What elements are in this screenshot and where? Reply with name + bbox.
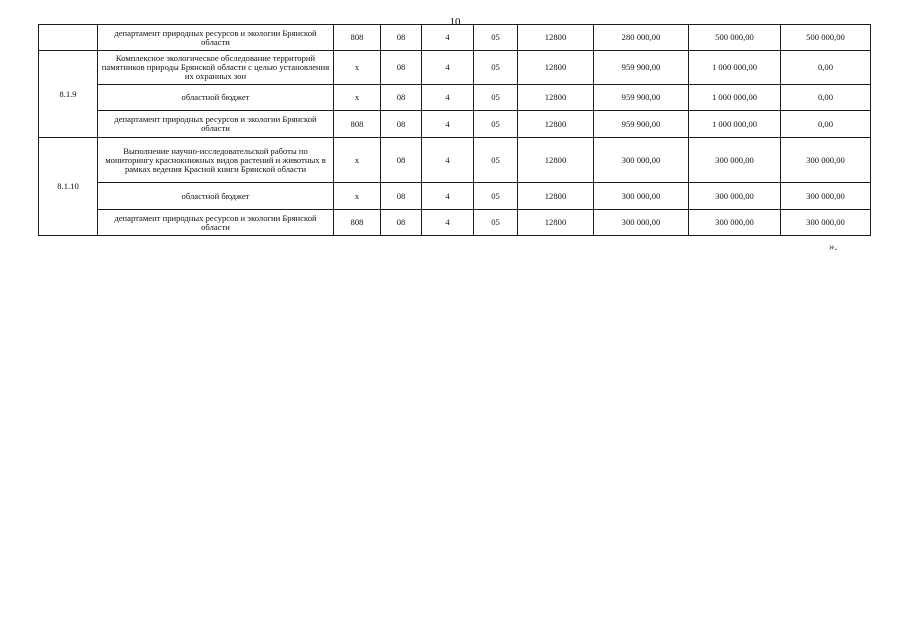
amount-cell: 300 000,00	[689, 183, 781, 210]
amount-cell: 300 000,00	[781, 210, 871, 236]
item-code-cell: 8.1.9	[39, 51, 98, 138]
table-row	[39, 25, 871, 51]
direction-cell: 12800	[518, 25, 594, 51]
grbs-cell: 808	[334, 210, 381, 236]
item-code-cell: 8.1.10	[39, 138, 98, 236]
amount-cell: 1 000 000,00	[689, 51, 781, 85]
amount-cell: 300 000,00	[781, 138, 871, 183]
description-cell: департамент природных ресурсов и экологии Брянской области	[98, 210, 334, 236]
table-row	[39, 111, 871, 138]
direction-cell: 12800	[518, 210, 594, 236]
amount-cell: 0,00	[781, 85, 871, 111]
amount-cell: 300 000,00	[594, 210, 689, 236]
program-cell: 05	[474, 25, 518, 51]
program-cell: 05	[474, 111, 518, 138]
amount-cell: 959 900,00	[594, 85, 689, 111]
direction-cell: 12800	[518, 183, 594, 210]
amount-cell: 1 000 000,00	[689, 85, 781, 111]
amount-cell: 500 000,00	[781, 25, 871, 51]
section-cell: 08	[381, 111, 422, 138]
grbs-cell: х	[334, 51, 381, 85]
section-cell: 08	[381, 210, 422, 236]
direction-cell: 12800	[518, 111, 594, 138]
amount-cell: 959 900,00	[594, 51, 689, 85]
amount-cell: 0,00	[781, 51, 871, 85]
subsection-cell: 4	[422, 111, 474, 138]
amount-cell: 300 000,00	[689, 138, 781, 183]
amount-cell: 300 000,00	[689, 210, 781, 236]
amount-cell: 1 000 000,00	[689, 111, 781, 138]
amount-cell: 300 000,00	[594, 183, 689, 210]
program-cell: 05	[474, 183, 518, 210]
subsection-cell: 4	[422, 183, 474, 210]
page-number: 10	[449, 16, 461, 28]
direction-cell: 12800	[518, 51, 594, 85]
subsection-cell: 4	[422, 25, 474, 51]
amount-cell: 959 900,00	[594, 111, 689, 138]
table-row	[39, 138, 871, 183]
amount-cell: 280 000,00	[594, 25, 689, 51]
grbs-cell: х	[334, 85, 381, 111]
program-cell: 05	[474, 51, 518, 85]
description-cell: Выполнение научно-исследовательской работы по мониторингу краснокнижных видов растений и животных в рамках ведения Красной книги Брянской области	[98, 138, 334, 183]
description-cell: департамент природных ресурсов и экологии Брянской области	[98, 111, 334, 138]
closing-quote: ».	[829, 241, 838, 253]
direction-cell: 12800	[518, 85, 594, 111]
table-row	[39, 85, 871, 111]
section-cell: 08	[381, 138, 422, 183]
amount-cell: 300 000,00	[781, 183, 871, 210]
program-cell: 05	[474, 85, 518, 111]
program-cell: 05	[474, 210, 518, 236]
subsection-cell: 4	[422, 210, 474, 236]
section-cell: 08	[381, 85, 422, 111]
amount-cell: 0,00	[781, 111, 871, 138]
amount-cell: 500 000,00	[689, 25, 781, 51]
description-cell: областной бюджет	[98, 183, 334, 210]
table-row	[39, 183, 871, 210]
amount-cell: 300 000,00	[594, 138, 689, 183]
section-cell: 08	[381, 183, 422, 210]
item-code-cell	[39, 25, 98, 51]
table-row	[39, 210, 871, 236]
grbs-cell: х	[334, 138, 381, 183]
grbs-cell: 808	[334, 111, 381, 138]
subsection-cell: 4	[422, 138, 474, 183]
program-cell: 05	[474, 138, 518, 183]
description-cell: департамент природных ресурсов и экологии Брянской области	[98, 25, 334, 51]
grbs-cell: х	[334, 183, 381, 210]
budget-table	[38, 24, 871, 236]
section-cell: 08	[381, 51, 422, 85]
description-cell: Комплексное экологическое обследование территорий памятников природы Брянской области с целью установления их охранных зон	[98, 51, 334, 85]
description-cell: областной бюджет	[98, 85, 334, 111]
direction-cell: 12800	[518, 138, 594, 183]
section-cell: 08	[381, 25, 422, 51]
grbs-cell: 808	[334, 25, 381, 51]
subsection-cell: 4	[422, 85, 474, 111]
table-row	[39, 51, 871, 85]
subsection-cell: 4	[422, 51, 474, 85]
